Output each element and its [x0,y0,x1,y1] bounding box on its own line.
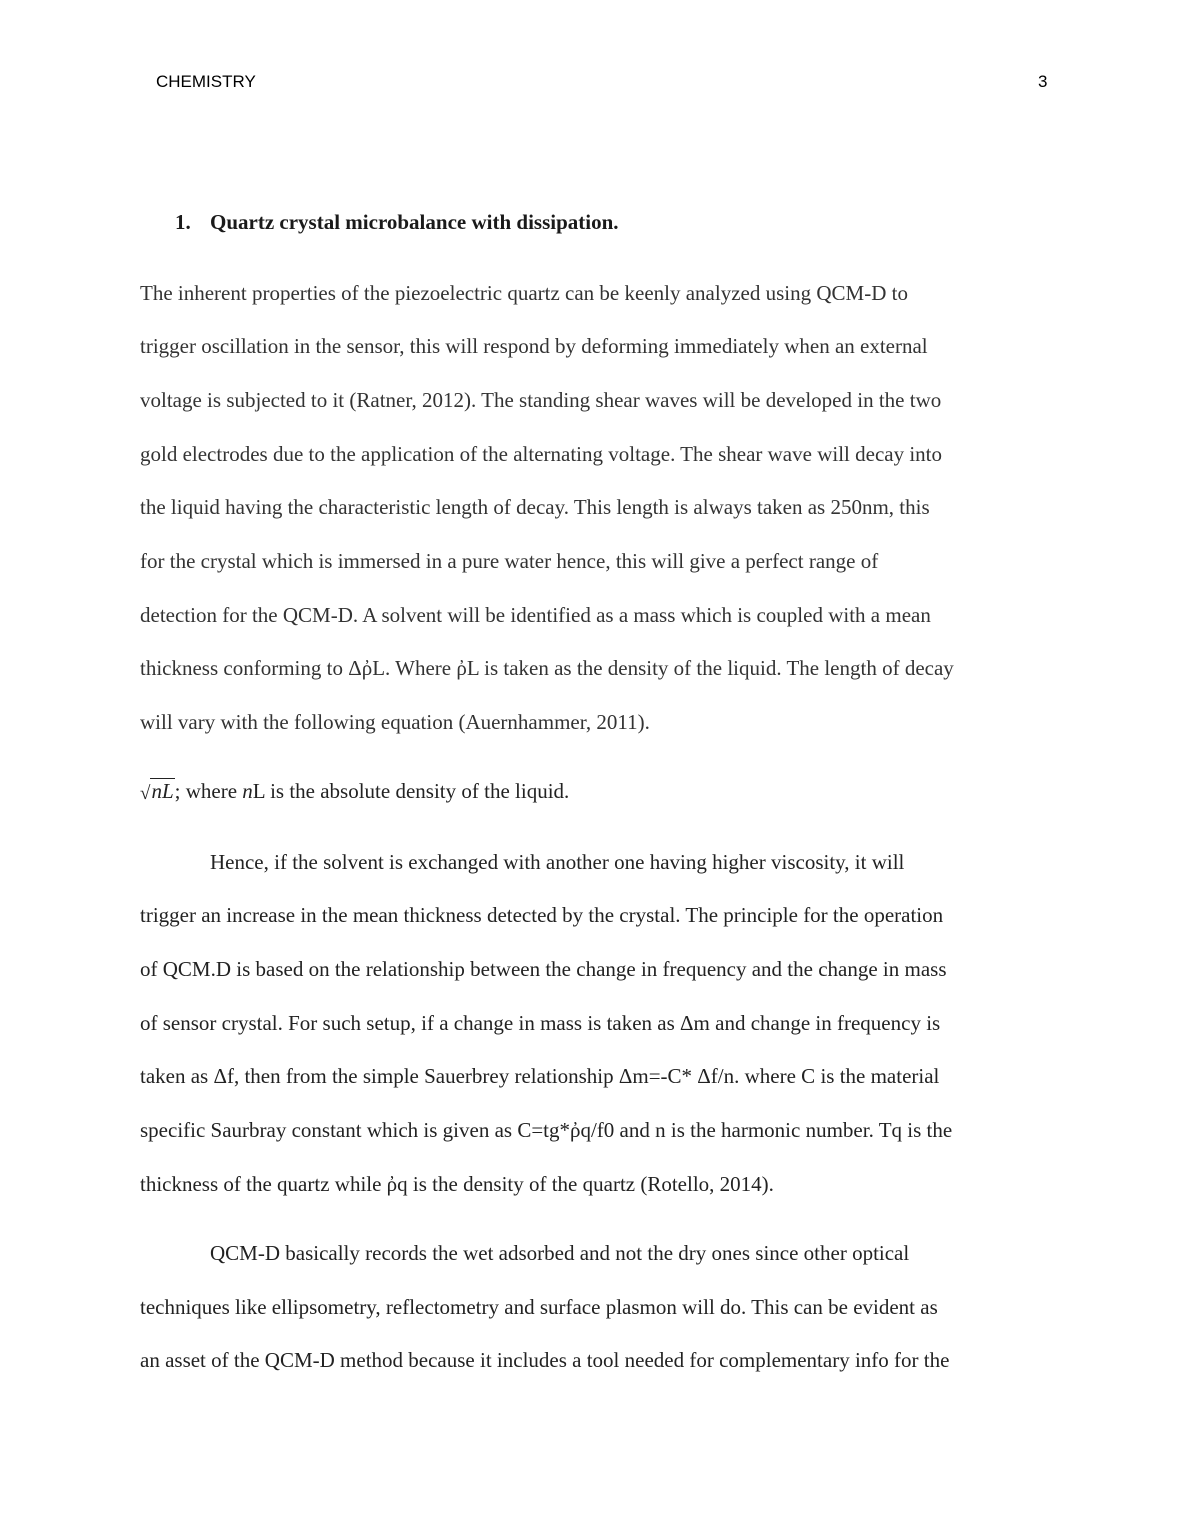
paragraph-1-line: detection for the QCM-D. A solvent will be identified as a mass which is coupled with a mean [140,603,931,627]
paragraph-2-line: specific Saurbray constant which is given as C=tg*ῤq/f0 and n is the harmonic number. Tq is the [140,1118,953,1142]
paragraph-1-line: The inherent properties of the piezoelectric quartz can be keenly analyzed using QCM-D to [140,281,908,305]
section-number: 1. [175,210,191,234]
equation-text-rest: L is the absolute density of the liquid. [252,779,570,803]
paragraph-3-line: QCM-D basically records the wet adsorbed and not the dry ones since other optical [210,1241,910,1265]
paragraph-1-line: trigger oscillation in the sensor, this will respond by deforming immediately when an external [140,334,928,358]
paragraph-2-line: thickness of the quartz while ῤq is the density of the quartz (Rotello, 2014). [140,1172,774,1196]
square-root-expression [140,779,175,804]
paragraph-1-line: thickness conforming to ΔῤL. Where ῤL is taken as the density of the liquid. The length of decay [140,656,954,680]
paragraph-1-line: voltage is subjected to it (Ratner, 2012). The standing shear waves will be developed in the two [140,388,942,412]
paragraph-3-line: techniques like ellipsometry, reflectometry and surface plasmon will do. This can be evident as [140,1295,938,1319]
paragraph-2-line: of QCM.D is based on the relationship between the change in frequency and the change in mass [140,957,947,981]
paragraph-1-line: the liquid having the characteristic length of decay. This length is always taken as 250nm, this [140,495,930,519]
section-title: Quartz crystal microbalance with dissipation. [210,210,619,234]
equation-line [140,779,569,804]
radical-sign: √ [140,783,151,804]
paragraph-3-line: an asset of the QCM-D method because it includes a tool needed for complementary info for the [140,1348,950,1372]
page-number: 3 [1038,72,1048,91]
paragraph-1-line: will vary with the following equation (Auernhammer, 2011). [140,710,650,734]
paragraph-2-line: taken as Δf, then from the simple Sauerbrey relationship Δm=-C* Δf/n. where C is the material [140,1064,940,1088]
running-head: CHEMISTRY [156,72,256,91]
paragraph-2-line: Hence, if the solvent is exchanged with another one having higher viscosity, it will [210,850,905,874]
section-heading [175,210,619,235]
paragraph-1-line: gold electrodes due to the application of the alternating voltage. The shear wave will decay into [140,442,942,466]
radicand: nL [151,779,174,803]
paragraph-1-line: for the crystal which is immersed in a pure water hence, this will give a perfect range of [140,549,879,573]
equation-text: ; where [174,779,243,803]
equation-variable: n [242,779,253,803]
paragraph-2-line: trigger an increase in the mean thickness detected by the crystal. The principle for the operation [140,903,944,927]
paragraph-2-line: of sensor crystal. For such setup, if a change in mass is taken as Δm and change in frequency is [140,1011,941,1035]
